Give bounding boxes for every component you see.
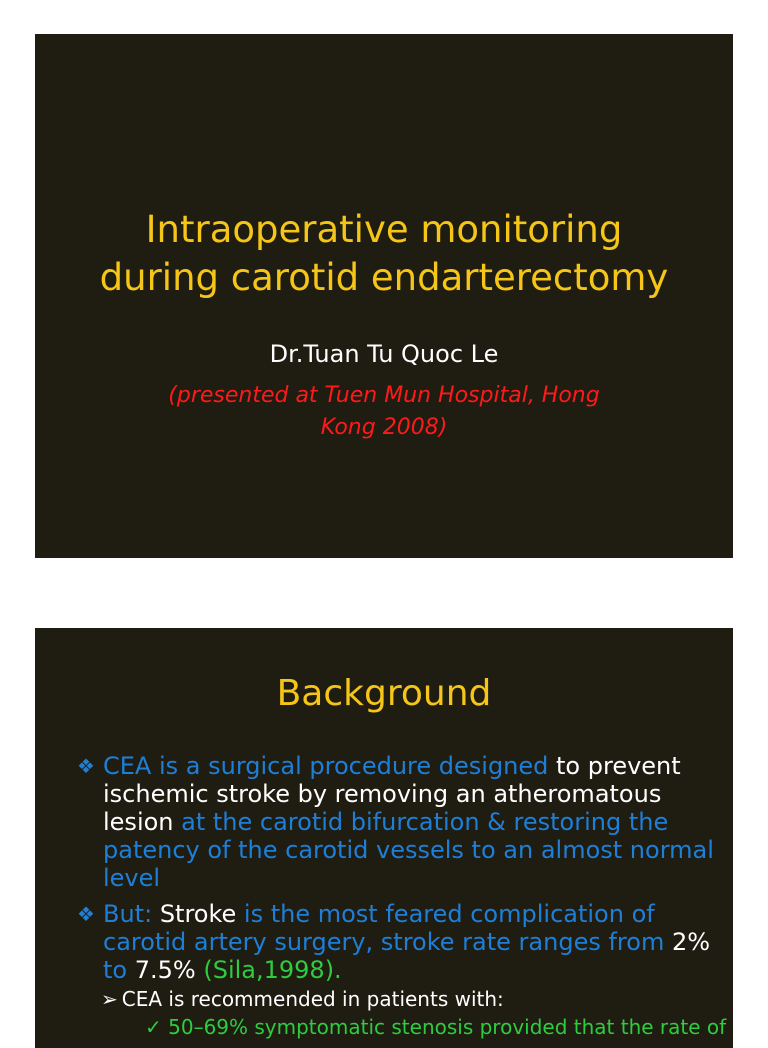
title-slide: [35, 34, 733, 558]
bullet-text-blue: to: [103, 956, 135, 984]
bullet-text-blue: is the most feared complication of carotid artery surgery, stroke rate ranges from: [103, 900, 672, 956]
presentation-note-line-1: (presented at Tuen Mun Hospital, Hong: [168, 383, 600, 408]
bullet-list: [77, 752, 717, 992]
bullet-text-white: to prevent ischemic stroke by removing an atheromatous lesion: [103, 752, 681, 836]
bullet-text-white: 7.5%: [134, 956, 196, 984]
sub-bullet-text: CEA is recommended in patients with:: [121, 987, 504, 1011]
bullet-text-white: 2%: [671, 928, 711, 956]
slide-title: [35, 206, 733, 302]
title-line-1: Intraoperative monitoring: [145, 208, 623, 251]
bullet-text-blue: CEA is a surgical procedure designed: [103, 752, 549, 780]
arrow-bullet-icon: ➢: [101, 987, 118, 1011]
presentation-note: [135, 380, 633, 444]
sub-bullet: [101, 986, 504, 1012]
author-name: Dr.Tuan Tu Quoc Le: [269, 340, 499, 368]
bullet-item: [77, 752, 717, 892]
bullet-item: [77, 900, 717, 984]
diamond-bullet-icon: ❖: [77, 902, 95, 926]
slide-title: Background: [276, 673, 492, 714]
citation-text: (Sila,1998).: [195, 956, 342, 984]
background-slide: [35, 628, 733, 1048]
sub-sub-bullet: ✓ 50–69% symptomatic stenosis provided that the rate of: [145, 1015, 727, 1039]
bullet-text-white: Stroke: [159, 900, 237, 928]
bullet-text-blue: But:: [103, 900, 160, 928]
diamond-bullet-icon: ❖: [77, 754, 95, 778]
presentation-note-line-2: Kong 2008): [320, 415, 448, 440]
title-line-2: during carotid endarterectomy: [99, 256, 669, 299]
bullet-text-blue: at the carotid bifurcation & restoring the patency of the carotid vessels to an almost normal level: [103, 808, 714, 892]
